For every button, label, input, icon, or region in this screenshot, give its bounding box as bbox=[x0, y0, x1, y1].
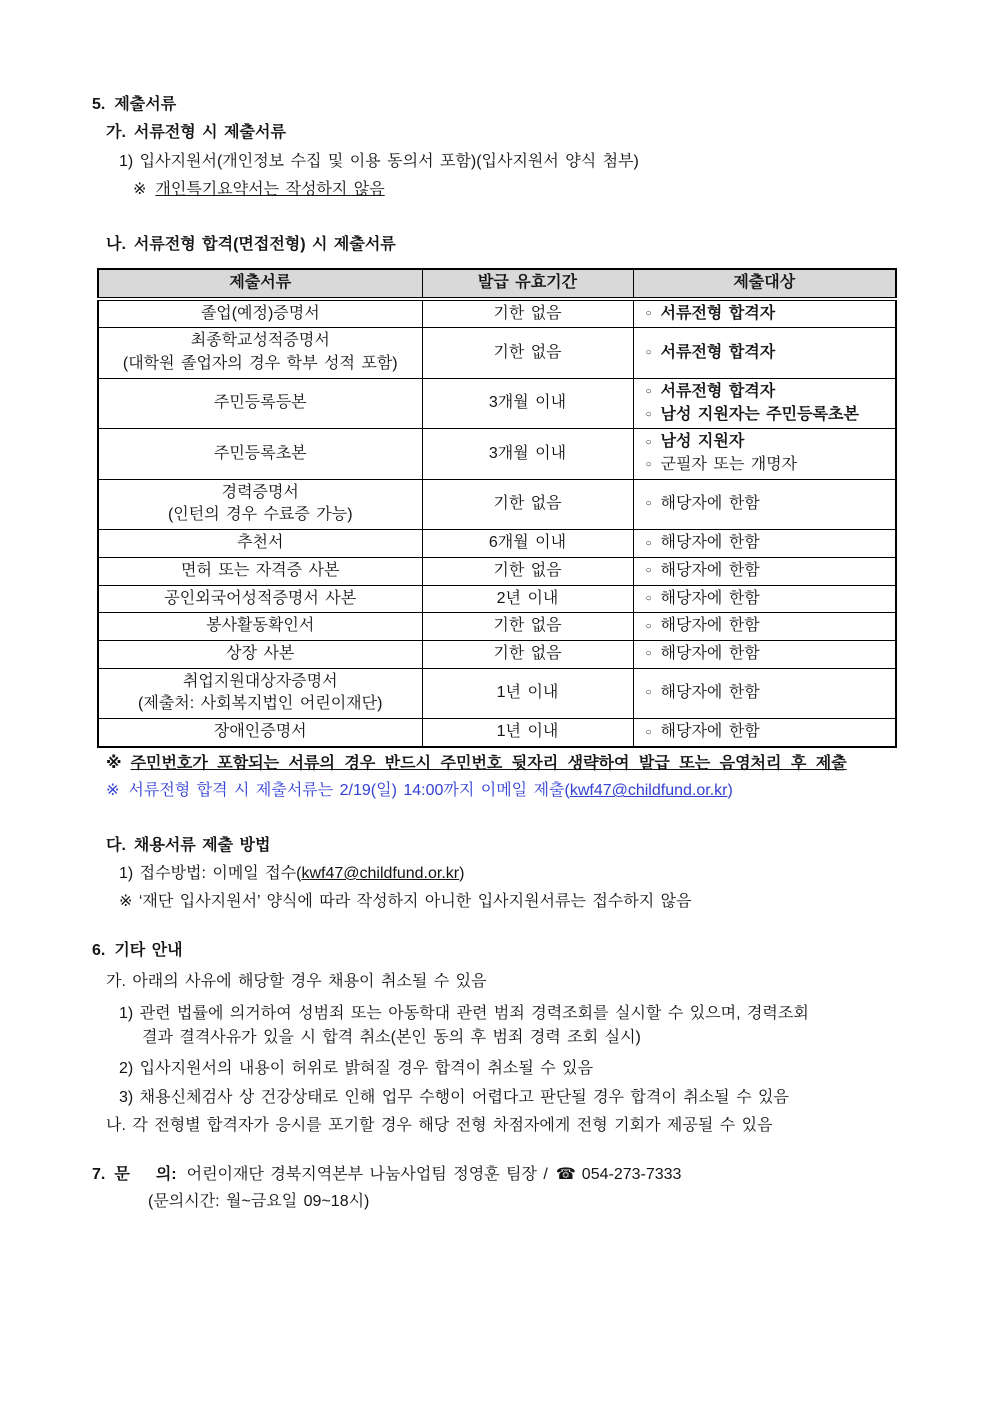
doc-line: (인턴의 경우 수료증 가능) bbox=[167, 506, 353, 524]
section5a-note-text: 개인특기요약서는 작성하지 않음 bbox=[155, 181, 385, 199]
target-cell bbox=[633, 557, 896, 585]
section5c-item1-suffix: ) bbox=[459, 865, 465, 883]
section6-heading bbox=[92, 940, 962, 962]
section6-sub3 bbox=[119, 1087, 962, 1109]
target-text: 해당자에 한함 bbox=[660, 723, 760, 741]
doc-name-cell bbox=[98, 328, 422, 378]
doc-line: 취업지원대상자증명서 bbox=[182, 672, 338, 690]
target-line bbox=[646, 342, 890, 365]
validity-cell: 기한 없음 bbox=[422, 557, 633, 585]
target-line bbox=[646, 643, 890, 666]
reference-mark: ※ bbox=[133, 181, 147, 199]
doc-name-cell bbox=[98, 479, 422, 529]
section6-sub1-line2: 결과 결격사유가 있을 시 합격 취소(본인 동의 후 범죄 경력 조회 실시) bbox=[142, 1029, 641, 1047]
section5-number: 5. bbox=[92, 96, 106, 113]
table-row bbox=[98, 328, 896, 378]
target-cell bbox=[633, 585, 896, 613]
contact-hours-text: (문의시간: 월~금요일 09~18시) bbox=[148, 1192, 370, 1210]
circle-bullet-icon: ○ bbox=[645, 687, 652, 699]
doc-line: 면허 또는 자격증 사본 bbox=[181, 561, 340, 579]
target-text: 군필자 또는 개명자 bbox=[660, 455, 798, 473]
section5-heading bbox=[92, 94, 962, 116]
section5c-note-text: ※ ‘재단 입사지원서’ 양식에 따라 작성하지 아니한 입사지원서류는 접수하지 않음 bbox=[119, 893, 692, 911]
table-row bbox=[98, 530, 896, 558]
section7-label-mun: 문 bbox=[114, 1165, 130, 1183]
section5a-title: 서류전형 시 제출서류 bbox=[133, 124, 286, 142]
header-document: 제출서류 bbox=[98, 269, 422, 299]
table-row bbox=[98, 585, 896, 613]
table-note-deadline-suffix: ) bbox=[727, 782, 733, 800]
target-cell bbox=[633, 479, 896, 529]
target-text: 해당자에 한함 bbox=[660, 534, 760, 552]
circle-bullet-icon: ○ bbox=[645, 537, 652, 549]
doc-name-cell bbox=[98, 299, 422, 328]
doc-line: 경력증명서 bbox=[221, 483, 299, 501]
section5a-item1 bbox=[119, 151, 962, 173]
target-line bbox=[646, 682, 890, 705]
table-row bbox=[98, 378, 896, 428]
doc-name-cell bbox=[98, 613, 422, 641]
section7-number: 7. bbox=[92, 1165, 106, 1183]
doc-name-cell bbox=[98, 530, 422, 558]
doc-name-cell bbox=[98, 378, 422, 428]
contact-hours bbox=[148, 1191, 962, 1213]
section5c-label: 다. bbox=[106, 836, 126, 854]
target-cell bbox=[633, 429, 896, 479]
section5c-heading bbox=[106, 835, 962, 857]
table-row bbox=[98, 719, 896, 747]
target-text: 서류전형 합격자 bbox=[660, 382, 776, 400]
doc-line: 졸업(예정)증명서 bbox=[200, 304, 320, 322]
header-target: 제출대상 bbox=[633, 269, 896, 299]
section6-item-na-text: 나. 각 전형별 합격자가 응시를 포기할 경우 해당 전형 차점자에게 전형 기회가 제공될 수 있음 bbox=[106, 1117, 773, 1135]
section5a-item1-text: 1) 입사지원서(개인정보 수집 및 이용 동의서 포함)(입사지원서 양식 첨부) bbox=[119, 152, 639, 170]
target-cell bbox=[633, 328, 896, 378]
section6-item-na bbox=[106, 1115, 962, 1137]
validity-cell: 기한 없음 bbox=[422, 328, 633, 378]
table-note-deadline bbox=[106, 780, 962, 802]
target-text: 남성 지원자 bbox=[660, 433, 745, 451]
doc-line: 봉사활동확인서 bbox=[206, 617, 315, 635]
target-text: 해당자에 한함 bbox=[660, 684, 760, 702]
target-cell bbox=[633, 641, 896, 669]
validity-cell: 기한 없음 bbox=[422, 299, 633, 328]
table-note-deadline-text: 서류전형 합격 시 제출서류는 2/19(일) 14:00까지 이메일 제출( bbox=[128, 782, 570, 800]
validity-cell: 1년 이내 bbox=[422, 668, 633, 718]
table-row bbox=[98, 429, 896, 479]
target-line bbox=[646, 303, 890, 326]
validity-cell: 3개월 이내 bbox=[422, 378, 633, 428]
contact-phone-number: 054-273-7333 bbox=[581, 1165, 682, 1183]
circle-bullet-icon: ○ bbox=[645, 386, 652, 398]
target-text: 남성 지원자는 주민등록초본 bbox=[660, 405, 859, 423]
doc-line: (제출처: 사회복지법인 어린이재단) bbox=[138, 695, 383, 713]
target-line bbox=[646, 560, 890, 583]
table-row bbox=[98, 613, 896, 641]
circle-bullet-icon: ○ bbox=[645, 347, 652, 359]
circle-bullet-icon: ○ bbox=[645, 592, 652, 604]
section6-sub1-continued bbox=[142, 1027, 962, 1049]
circle-bullet-icon: ○ bbox=[645, 308, 652, 320]
email-link[interactable]: kwf47@childfund.or.kr bbox=[569, 782, 728, 800]
phone-icon: ☎ bbox=[555, 1165, 576, 1183]
reference-mark: ※ bbox=[106, 782, 120, 800]
header-validity: 발급 유효기간 bbox=[422, 269, 633, 299]
doc-name-cell bbox=[98, 429, 422, 479]
target-cell bbox=[633, 668, 896, 718]
section5c-item1-text: 1) 접수방법: 이메일 접수( bbox=[119, 865, 302, 883]
circle-bullet-icon: ○ bbox=[645, 726, 652, 738]
section5b-label: 나. bbox=[106, 235, 126, 253]
doc-line: (대학원 졸업자의 경우 학부 성적 포함) bbox=[122, 355, 398, 373]
target-cell bbox=[633, 719, 896, 747]
doc-line: 상장 사본 bbox=[226, 645, 295, 663]
section6-sub1-line1: 1) 관련 법률에 의거하여 성범죄 또는 아동학대 관련 범죄 경력조회를 실시할 수 있으며, 경력조회 bbox=[119, 1004, 809, 1022]
section6-title: 기타 안내 bbox=[114, 941, 183, 959]
section6-number: 6. bbox=[92, 941, 106, 959]
section5-title: 제출서류 bbox=[114, 96, 177, 113]
circle-bullet-icon: ○ bbox=[645, 408, 652, 420]
target-line bbox=[646, 493, 890, 516]
section5c-item1 bbox=[119, 863, 962, 885]
table-row bbox=[98, 479, 896, 529]
target-text: 해당자에 한함 bbox=[660, 645, 760, 663]
target-line bbox=[646, 404, 890, 427]
target-cell bbox=[633, 299, 896, 328]
email-link[interactable]: kwf47@childfund.or.kr bbox=[301, 865, 460, 883]
section5a-heading bbox=[106, 122, 962, 144]
circle-bullet-icon: ○ bbox=[645, 459, 652, 471]
doc-name-cell bbox=[98, 557, 422, 585]
doc-line: 공인외국어성적증명서 사본 bbox=[164, 589, 357, 607]
target-line bbox=[646, 721, 890, 744]
contact-text: 어린이재단 경북지역본부 나눔사업팀 정영훈 팀장 / bbox=[186, 1165, 548, 1183]
target-text: 서류전형 합격자 bbox=[660, 343, 776, 361]
submission-documents-table bbox=[97, 268, 897, 748]
target-line bbox=[646, 381, 890, 404]
validity-cell: 3개월 이내 bbox=[422, 429, 633, 479]
doc-line: 최종학교성적증명서 bbox=[190, 332, 330, 350]
circle-bullet-icon: ○ bbox=[645, 436, 652, 448]
table-note-privacy-text: 주민번호가 포함되는 서류의 경우 반드시 주민번호 뒷자리 생략하여 발급 또는 음영처리 후 제출 bbox=[130, 754, 847, 772]
doc-name-cell bbox=[98, 668, 422, 718]
target-cell bbox=[633, 378, 896, 428]
doc-line: 주민등록등본 bbox=[213, 394, 307, 412]
doc-line: 주민등록초본 bbox=[213, 444, 307, 462]
validity-cell: 기한 없음 bbox=[422, 641, 633, 669]
target-text: 서류전형 합격자 bbox=[660, 304, 776, 322]
circle-bullet-icon: ○ bbox=[645, 648, 652, 660]
circle-bullet-icon: ○ bbox=[645, 498, 652, 510]
validity-cell: 6개월 이내 bbox=[422, 530, 633, 558]
target-cell bbox=[633, 613, 896, 641]
doc-name-cell bbox=[98, 641, 422, 669]
section5b-title: 서류전형 합격(면접전형) 시 제출서류 bbox=[133, 235, 396, 253]
target-text: 해당자에 한함 bbox=[660, 561, 760, 579]
table-header-row bbox=[98, 269, 896, 299]
target-text: 해당자에 한함 bbox=[660, 495, 760, 513]
validity-cell: 1년 이내 bbox=[422, 719, 633, 747]
section5a-label: 가. bbox=[106, 124, 126, 142]
target-line bbox=[646, 615, 890, 638]
submission-table-body bbox=[98, 299, 896, 747]
section5b-heading bbox=[106, 234, 962, 256]
doc-name-cell bbox=[98, 719, 422, 747]
target-text: 해당자에 한함 bbox=[660, 589, 760, 607]
table-note-privacy bbox=[106, 753, 962, 775]
target-line bbox=[646, 588, 890, 611]
validity-cell: 2년 이내 bbox=[422, 585, 633, 613]
section6-sub2 bbox=[119, 1058, 962, 1080]
doc-line: 추천서 bbox=[237, 534, 284, 552]
section6-item-ga bbox=[106, 971, 962, 993]
section6-sub3-text: 3) 채용신체검사 상 건강상태로 인해 업무 수행이 어렵다고 판단될 경우 합격이 취소될 수 있음 bbox=[119, 1088, 789, 1106]
target-line bbox=[646, 454, 890, 477]
target-cell bbox=[633, 530, 896, 558]
validity-cell: 기한 없음 bbox=[422, 479, 633, 529]
table-row bbox=[98, 557, 896, 585]
section7-label-ui: 의: bbox=[155, 1165, 177, 1183]
table-row bbox=[98, 299, 896, 328]
table-row bbox=[98, 668, 896, 718]
circle-bullet-icon: ○ bbox=[645, 620, 652, 632]
section6-sub2-text: 2) 입사지원서의 내용이 허위로 밝혀질 경우 합격이 취소될 수 있음 bbox=[119, 1060, 594, 1078]
section7-contact bbox=[92, 1164, 962, 1186]
doc-line: 장애인증명서 bbox=[213, 723, 307, 741]
target-text: 해당자에 한함 bbox=[660, 617, 760, 635]
validity-cell: 기한 없음 bbox=[422, 613, 633, 641]
section5a-note bbox=[133, 179, 962, 201]
section5c-title: 채용서류 제출 방법 bbox=[133, 836, 271, 854]
target-line bbox=[646, 532, 890, 555]
table-row bbox=[98, 641, 896, 669]
reference-mark: ※ bbox=[106, 754, 122, 772]
target-line bbox=[646, 431, 890, 454]
circle-bullet-icon: ○ bbox=[645, 565, 652, 577]
section6-item-ga-text: 가. 아래의 사유에 해당할 경우 채용이 취소될 수 있음 bbox=[106, 973, 487, 991]
section5c-note bbox=[119, 891, 962, 913]
doc-name-cell bbox=[98, 585, 422, 613]
section6-sub1 bbox=[119, 1003, 962, 1025]
